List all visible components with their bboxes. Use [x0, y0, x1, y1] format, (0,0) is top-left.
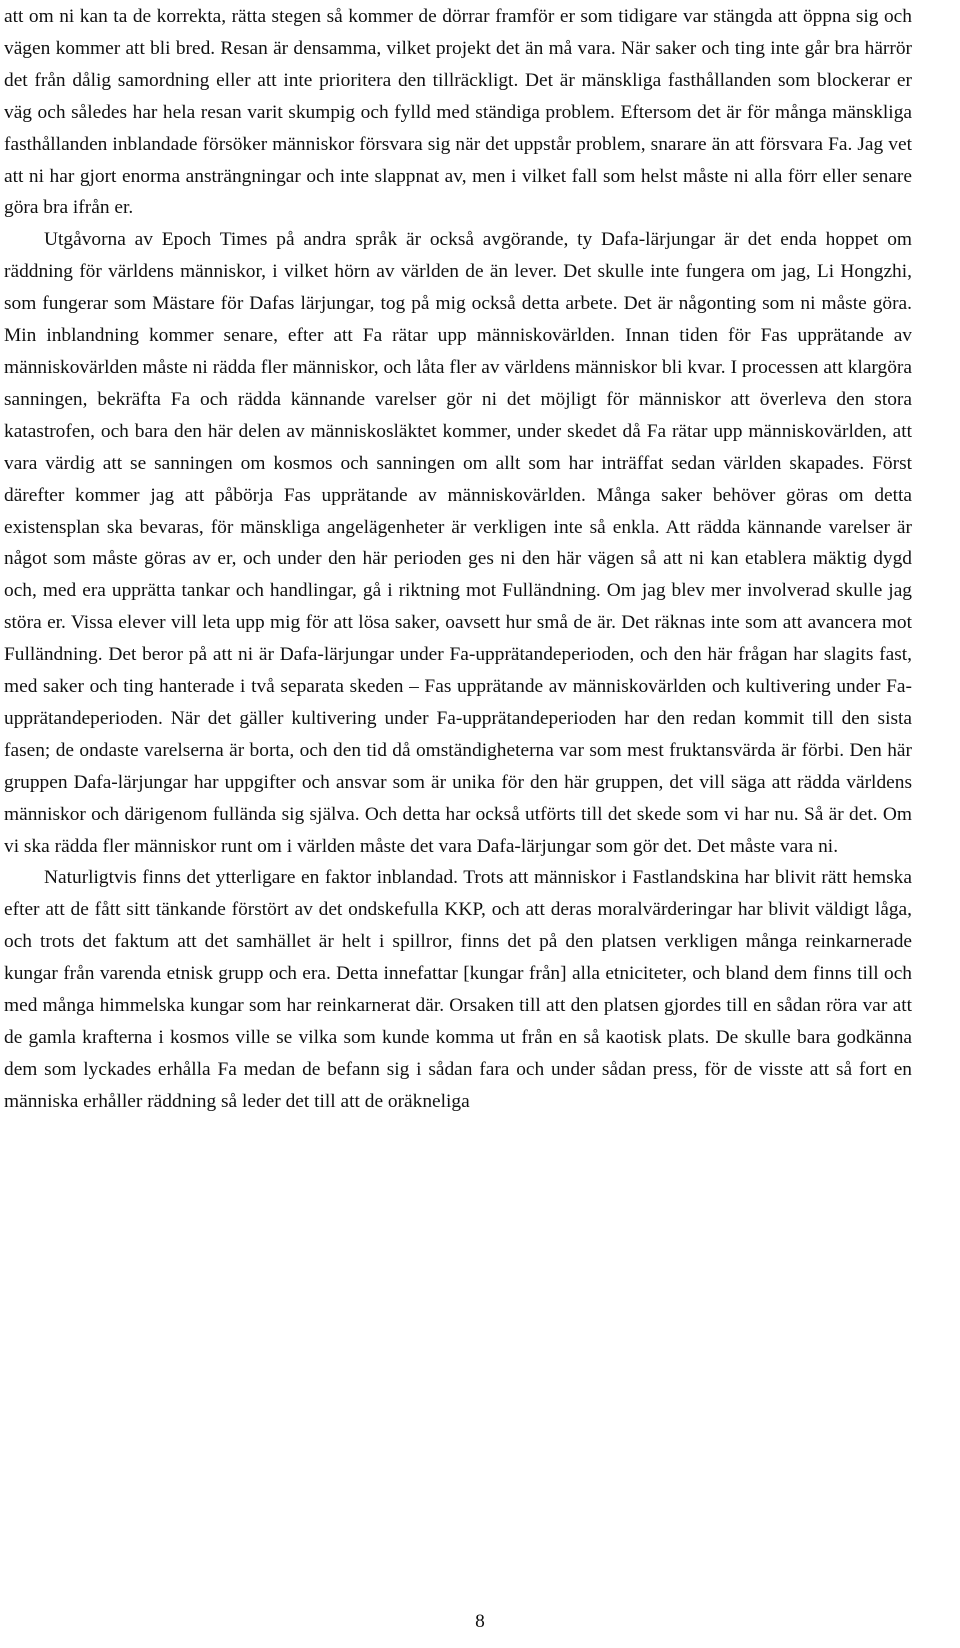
paragraph-continuation: att om ni kan ta de korrekta, rätta stegen så kommer de dörrar framför er som tidigare var stängda att öppna sig och vägen kommer att bli bred. Resan är densamma, vilket projekt det än må vara. När saker och ting inte går bra härrör det från dålig samordning eller att inte prioritera den tillräckligt. Det är mänskliga fasthållanden som blockerar er väg och således har hela resan varit skumpig och fylld med ständiga problem. Eftersom det är för många mänskliga fasthållanden inblandade försöker människor försvara sig när det uppstår problem, snarare än att försvara Fa. Jag vet att ni har gjort enorma ansträngningar och inte slappnat av, men i vilket fall som helst måste ni alla förr eller senare göra bra ifrån er. — [4, 6, 912, 219]
document-page — [4, 1, 912, 1118]
paragraph-additional-factor: Naturligtvis finns det ytterligare en faktor inblandad. Trots att människor i Fastlandskina har blivit rätt hemska efter att de fått sitt tänkande förstört av det ondskefulla KKP, och att deras moralvärderingar har blivit väldigt låga, och trots det faktum att det samhället är helt i spillror, finns det på den platsen verkligen många reinkarnerade kungar från varenda etnisk grupp och era. Detta innefattar [kungar från] alla etniciteter, och bland dem finns till och med många himmelska kungar som har reinkarnerat där. Orsaken till att den platsen gjordes till en sådan röra var att de gamla krafterna i kosmos ville se vilka som kunde komma ut från en så kaotisk plats. De skulle bara godkänna dem som lyckades erhålla Fa medan de befann sig i sådan fara och under sådan press, för de visste att så fort en människa erhåller räddning så leder det till att de oräkneliga — [4, 867, 912, 1112]
page-number: 8 — [475, 1611, 485, 1632]
paragraph-epoch-times: Utgåvorna av Epoch Times på andra språk är också avgörande, ty Dafa-lärjungar är det enda hoppet om räddning för världens människor, i vilket hörn av världen de än lever. Det skulle inte fungera om jag, Li Hongzhi, som fungerar som Mästare för Dafas lärjungar, tog på mig också detta arbete. Det är någonting som ni måste göra. Min inblandning kommer senare, efter att Fa rätar upp människovärlden. Innan tiden för Fas upprätande av människovärlden måste ni rädda fler människor, och låta fler av världens människor bli kvar. I processen att klargöra sanningen, bekräfta Fa och rädda kännande varelser gör ni det möjligt för människor att överleva den stora katastrofen, och bara den här delen av människosläktet kommer, under skedet då Fa rätar upp människovärlden, att vara värdig att se sanningen om kosmos och sanningen om allt som har inträffat sedan världen skapades. Först därefter kommer jag att påbörja Fas upprätande av människovärlden. Många saker behöver göras om detta existensplan ska bevaras, för mänskliga angelägenheter är verkligen inte så enkla. Att rädda kännande varelser är något som måste göras av er, och under den här perioden ges ni den här vägen så att ni kan etablera mäktig dygd och, med era upprätta tankar och handlingar, gå i riktning mot Fulländning. Om jag blev mer involverad skulle jag störa er. Vissa elever vill leta upp mig för att lösa saker, oavsett hur små de är. Det räknas inte som att avancera mot Fulländning. Det beror på att ni är Dafa-lärjungar under Fa-upprätandeperioden, och den här frågan har slagits fast, med saker och ting hanterade i två separata skeden – Fas upprätande av människovärlden och kultivering under Fa-upprätandeperioden. När det gäller kultivering under Fa-upprätandeperioden har den redan kommit till den sista fasen; de ondaste varelserna är borta, och den tid då omständigheterna var som mest fruktansvärda är förbi. Den här gruppen Dafa-lärjungar har uppgifter och ansvar som är unika för den här gruppen, det vill säga att rädda världens människor och därigenom fullända sig själva. Och detta har också utförts till det skede som vi har nu. Så är det. Om vi ska rädda fler människor runt om i världen måste det vara Dafa-lärjungar som gör det. Det måste vara ni. — [4, 229, 912, 857]
